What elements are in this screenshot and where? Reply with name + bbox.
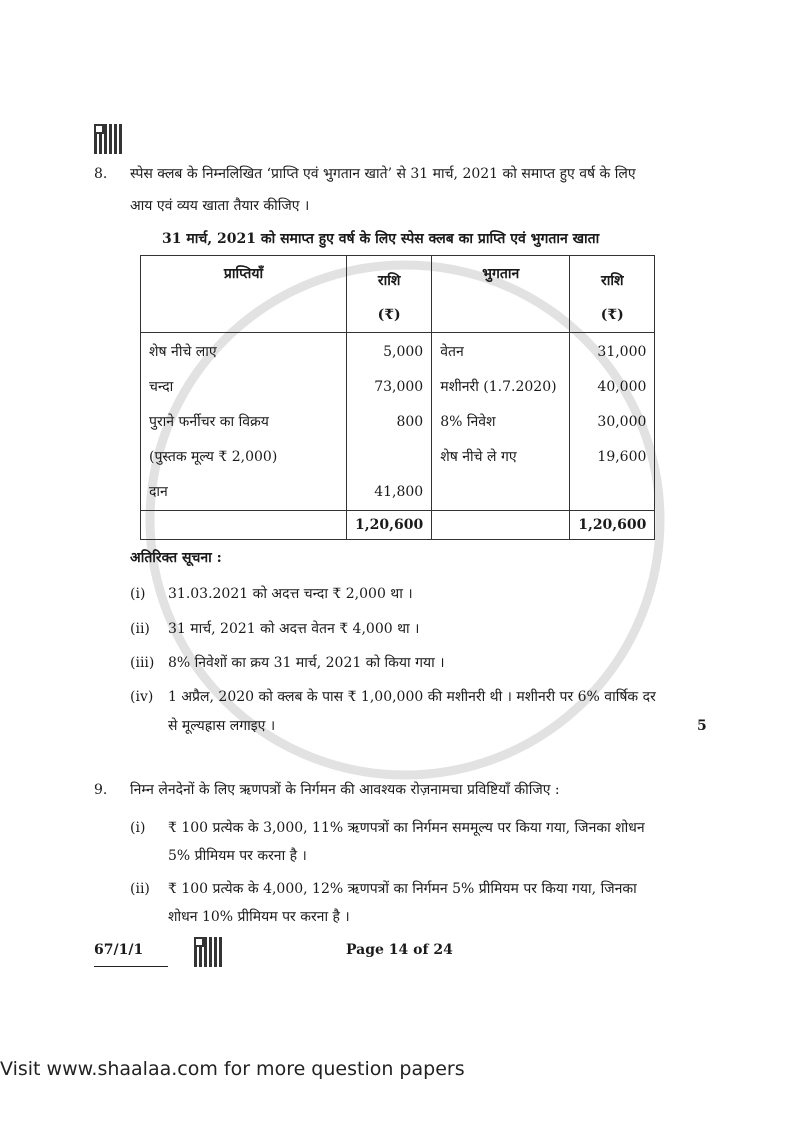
question-text: आय एवं व्यय खाता तैयार कीजिए । [130,198,310,214]
part-label: (ii) [130,881,150,897]
info-item: 31 मार्च, 2021 को अदत्त वेतन ₹ 4,000 था । [168,621,420,637]
info-label: (ii) [130,621,150,637]
part-text: ₹ 100 प्रत्येक के 4,000, 12% ऋणपत्रों का निर्गमन 5% प्रीमियम पर किया गया, जिनका [168,881,637,897]
page-number: Page 14 of 24 [346,942,453,958]
info-item: से मूल्यह्रास लगाइए । [168,718,276,734]
marks: 5 [697,718,707,734]
receipts-column: शेष नीचे लाए चन्दा पुराने फर्नीचर का विक्रय (पुस्तक मूल्य ₹ 2,000) दान [141,333,347,511]
header-amount: राशि (₹) [347,256,432,333]
qr-code-icon [194,937,224,967]
receipts-payments-table [140,255,655,540]
part-text: ₹ 100 प्रत्येक के 3,000, 11% ऋणपत्रों का निर्गमन सममूल्य पर किया गया, जिनका शोधन [168,820,645,836]
info-item: 1 अप्रैल, 2020 को क्लब के पास ₹ 1,00,000 की मशीनरी थी । मशीनरी पर 6% वार्षिक दर [168,689,656,705]
shaalaa-footer-link[interactable]: Visit www.shaalaa.com for more question papers [0,1058,465,1080]
question-text: निम्न लेनदेनों के लिए ऋणपत्रों के निर्गमन की आवश्यक रोज़नामचा प्रविष्टियाँ कीजिए : [130,782,560,798]
info-item: 8% निवेशों का क्रय 31 मार्च, 2021 को किया गया । [168,655,445,671]
table-title: 31 मार्च, 2021 को समाप्त हुए वर्ष के लिए स्पेस क्लब का प्राप्ति एवं भुगतान खाता [162,231,600,247]
part-text: शोधन 10% प्रीमियम पर करना है । [168,909,350,925]
header-amount: राशि (₹) [570,256,655,333]
part-text: 5% प्रीमियम पर करना है । [168,848,307,864]
payments-column: वेतन मशीनरी (1.7.2020) 8% निवेश शेष नीचे ले गए [432,333,570,511]
part-label: (i) [130,820,146,836]
qr-code-icon [94,124,124,154]
question-number: 8. [94,166,108,182]
receipt-amounts: 5,000 73,000 800 41,800 [347,333,432,511]
question-number: 9. [94,782,108,798]
header-receipts: प्राप्तियाँ [141,256,347,333]
info-label: (iii) [130,655,155,671]
payment-amounts: 31,000 40,000 30,000 19,600 [570,333,655,511]
total-payments: 1,20,600 [570,511,655,540]
paper-code: 67/1/1 [94,940,168,967]
info-label: (iv) [130,689,154,705]
info-item: 31.03.2021 को अदत्त चन्दा ₹ 2,000 था । [168,586,413,602]
total-receipts: 1,20,600 [347,511,432,540]
question-text: स्पेस क्लब के निम्नलिखित ‘प्राप्ति एवं भुगतान खाते’ से 31 मार्च, 2021 को समाप्त हुए वर्ष के लिए [130,166,636,182]
info-label: (i) [130,586,146,602]
header-payments: भुगतान [432,256,570,333]
additional-info-heading: अतिरिक्त सूचना : [130,550,222,566]
